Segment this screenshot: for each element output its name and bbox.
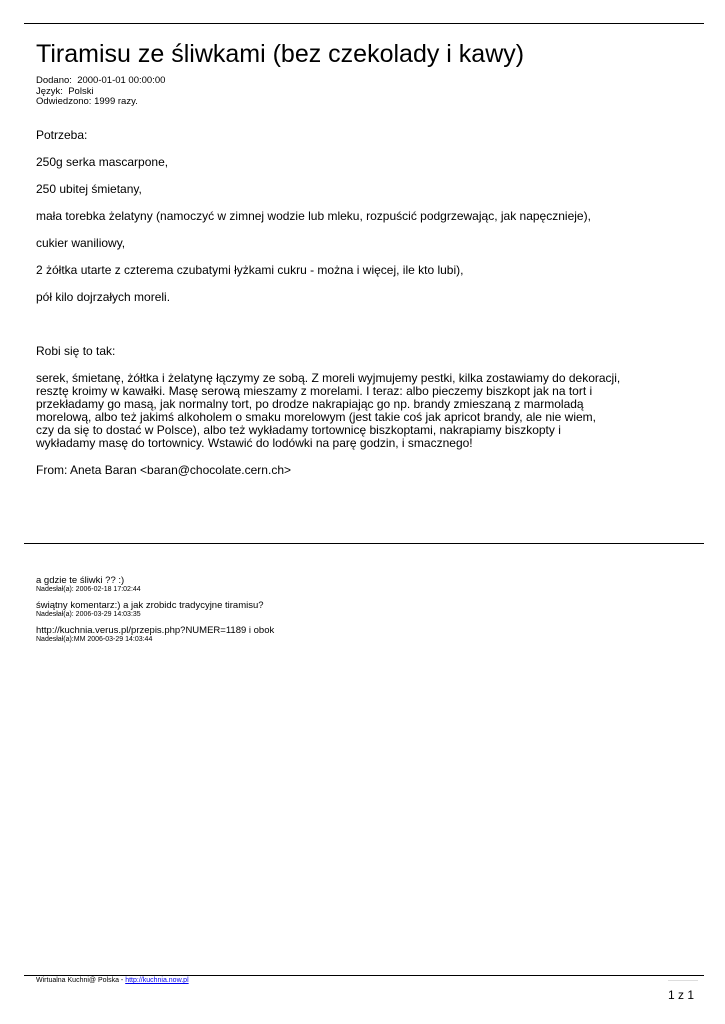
method-paragraph [36,372,676,450]
comment-text: http://kuchnia.verus.pl/przepis.php?NUMER=1189 i obok [36,625,275,636]
recipe-body [36,129,676,491]
comment-meta: Nadesłał(a): 2006-02-18 17:02:44 [36,586,141,593]
comment-text: a gdzie te śliwki ?? :) [36,575,125,586]
visits-label: Odwiedzono: [36,96,92,107]
recipe-author: From: Aneta Baran <baran@chocolate.cern.ch> [36,463,291,477]
recipe-meta [36,76,165,108]
method-section [36,345,676,477]
method-line: resztę kroimy w kawałki. Masę serową mieszamy z morelami. I teraz: albo pieczemy biszkopt jak na tort i [36,384,593,398]
added-value: 2000-01-01 00:00:00 [77,75,166,86]
recipe-title: Tiramisu ze śliwkami (bez czekolady i kawy) [36,40,525,68]
ingredient-item: 250 ubitej śmietany, [36,182,142,196]
method-line: serek, śmietanę, żółtka i żelatynę łączymy ze sobą. Z moreli wyjmujemy pestki, kilka zostawiamy do dekoracji, [36,371,621,385]
comments-list [36,576,676,651]
comment-meta: Nadesłał(a): 2006-03-29 14:03:35 [36,611,141,618]
ingredient-item: 2 żółtka utarte z czterema czubatymi łyżkami cukru - można i więcej, ile kto lubi), [36,263,464,277]
visits-row [36,97,165,108]
top-divider [24,23,704,24]
footer-site-link[interactable]: http://kuchnia.now.pl [125,977,189,984]
comments-divider [24,543,704,544]
language-label: Język: [36,85,63,97]
method-line: czy da się to dostać w Polsce), albo też wykładamy tortownicę biszkoptami, nakrapiamy biszkopty i [36,423,561,437]
method-heading: Robi się to tak: [36,344,116,358]
comment-item [36,601,676,619]
ingredient-item: pół kilo dojrzałych moreli. [36,290,171,304]
method-line: wykładamy masę do tortownicy. Wstawić do lodówki na parę godzin, i smacznego! [36,436,473,450]
added-label: Dodano: [36,75,72,86]
footer-site [36,977,189,984]
ingredients-section [36,129,676,304]
footer-divider [24,975,704,976]
page-number: 1 z 1 [668,988,695,1002]
ingredients-heading: Potrzeba: [36,128,88,142]
comment-text: świątny komentarz:) a jak zrobidc tradycyjne tiramisu? [36,600,264,611]
ingredient-item: 250g serka mascarpone, [36,155,169,169]
ingredient-item: cukier waniliowy, [36,236,126,250]
comment-item [36,576,676,594]
method-line: przekładamy go masą, jak normalny tort, po drodze nakrapiając go np. brandy zmieszaną z marmoladą [36,397,584,411]
footer-mark [668,980,698,981]
language-value: Polski [68,85,94,97]
comment-meta: Nadesłał(a):MM 2006-03-29 14:03:44 [36,636,153,643]
comment-item [36,626,676,644]
footer-site-text: Wirtualna Kuchni@ Polska - [36,977,126,984]
method-line: morelową, albo też jakimś alkoholem o smaku morelowym (jest takie coś jak apricot brandy, ale nie wiem, [36,410,596,424]
visits-value: 1999 razy. [94,96,138,107]
ingredient-item: mała torebka żelatyny (namoczyć w zimnej wodzie lub mleku, rozpuścić podgrzewając, jak napęcznieje), [36,209,591,223]
